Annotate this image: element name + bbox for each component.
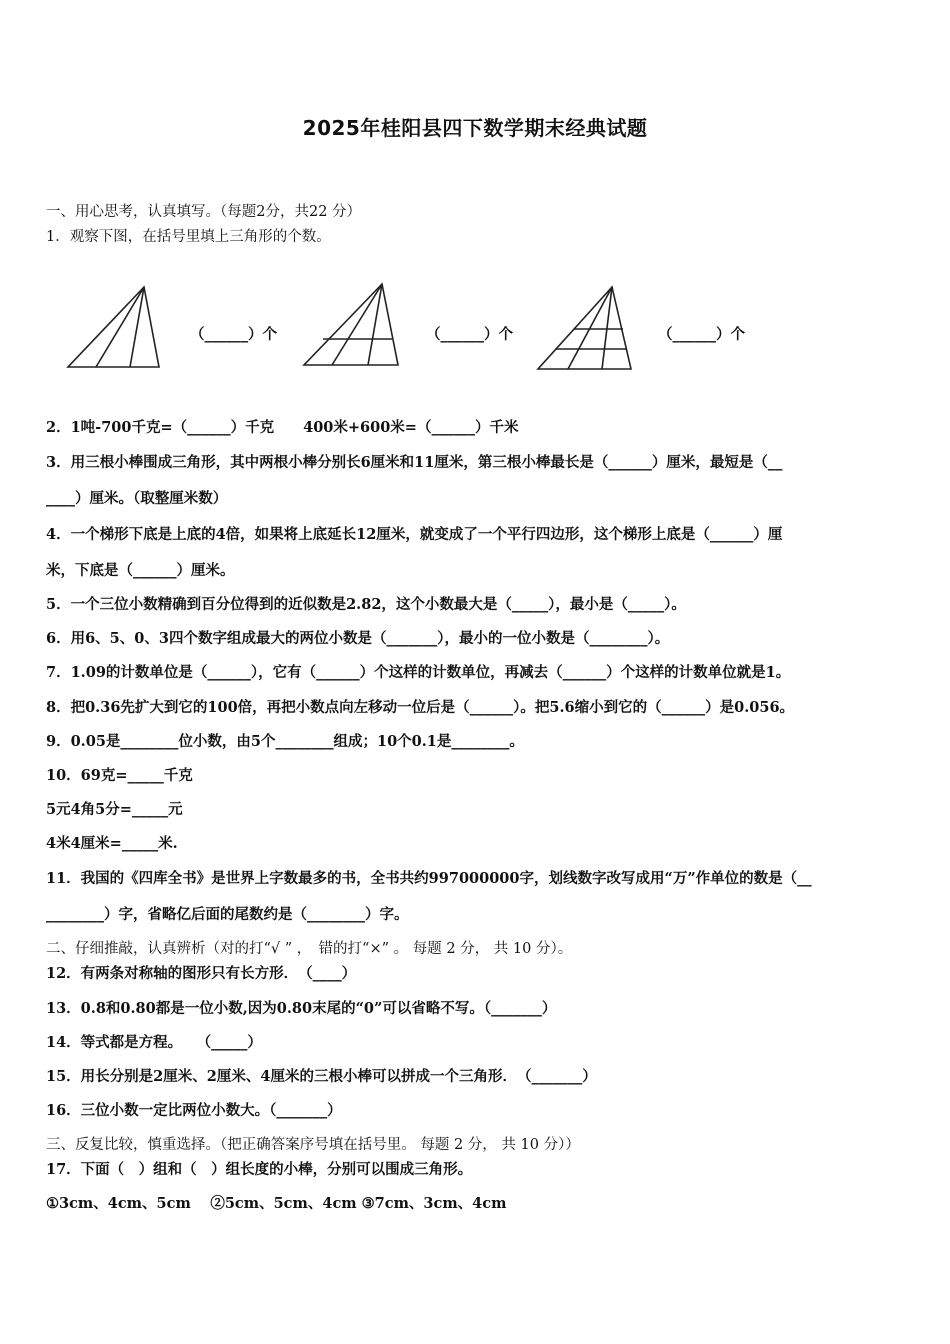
question-11-cont: ________）字，省略亿后面的尾数约是（________）字。 <box>46 906 409 923</box>
question-3: 3．用三根小棒围成三角形，其中两根小棒分别长6厘米和11厘米，第三根小棒最长是（______）厘米，最短是（__ <box>46 454 783 471</box>
question-17-options: ①3cm、4cm、5cm ②5cm、5cm、4cm ③7cm、3cm、4cm <box>46 1195 507 1212</box>
triangle-figure-1 <box>60 282 170 374</box>
question-7: 7．1.09的计数单位是（______），它有（______）个这样的计数单位，再减去（______）个这样的计数单位就是1。 <box>46 664 791 681</box>
question-13: 13．0.8和0.80都是一位小数,因为0.80末尾的“0”可以省略不写。（_______） <box>46 1000 557 1017</box>
question-1: 1．观察下图，在括号里填上三角形的个数。 <box>46 229 331 245</box>
question-16: 16．三位小数一定比两位小数大。（_______） <box>46 1102 342 1119</box>
question-12: 12．有两条对称轴的图形只有长方形． （____） <box>46 965 357 982</box>
question-11: 11．我国的《四库全书》是世界上字数最多的书，全书共约997000000字，划线数字改写成用“万”作单位的数是（__ <box>46 870 812 887</box>
question-10-part-3: 4米4厘米=_____米. <box>46 835 178 852</box>
question-3-cont: ____）厘米。（取整厘米数） <box>46 490 228 507</box>
question-8: 8．把0.36先扩大到它的100倍，再把小数点向左移动一位后是（______）。把5.6缩小到它的（______）是0.056。 <box>46 699 795 716</box>
question-10-part-2: 5元4角5分=_____元 <box>46 801 183 818</box>
page-title: 2025年桂阳县四下数学期末经典试题 <box>302 116 648 140</box>
question-2: 2．1吨-700千克=（______）千克 400米+600米=（______）千米 <box>46 419 519 436</box>
question-14: 14．等式都是方程。 （_____） <box>46 1034 262 1051</box>
triangle-figure-2 <box>298 278 408 374</box>
question-15: 15．用长分别是2厘米、2厘米、4厘米的三根小棒可以拼成一个三角形． （_______） <box>46 1068 597 1085</box>
question-6: 6．用6、5、0、3四个数字组成最大的两位小数是（_______），最小的一位小数是（________）。 <box>46 630 670 647</box>
question-1-blank-3[interactable]: （______）个 <box>658 326 745 343</box>
triangle-figure-3 <box>532 282 642 374</box>
question-9: 9．0.05是________位小数，由5个________组成；10个0.1是________。 <box>46 733 524 750</box>
question-17: 17．下面（ ）组和（ ）组长度的小棒，分别可以围成三角形。 <box>46 1161 473 1178</box>
question-10: 10．69克=_____千克 <box>46 767 193 784</box>
section-2-heading: 二、仔细推敲，认真辨析（对的打“√ ” ， 错的打“×” 。 每题 2 分， 共 10 分）。 <box>46 941 573 957</box>
question-5: 5．一个三位小数精确到百分位得到的近似数是2.82，这个小数最大是（_____），最小是（_____）。 <box>46 596 686 613</box>
question-4: 4．一个梯形下底是上底的4倍，如果将上底延长12厘米，就变成了一个平行四边形，这个梯形上底是（______）厘 <box>46 526 783 543</box>
question-1-blank-2[interactable]: （______）个 <box>426 326 513 343</box>
question-4-cont: 米，下底是（______）厘米。 <box>46 562 235 579</box>
section-1-heading: 一、用心思考，认真填写。（每题2分，共22 分） <box>46 204 362 220</box>
question-1-blank-1[interactable]: （______）个 <box>190 326 277 343</box>
section-3-heading: 三、反复比较，慎重选择。（把正确答案序号填在括号里。 每题 2 分， 共 10 分）） <box>46 1137 580 1153</box>
